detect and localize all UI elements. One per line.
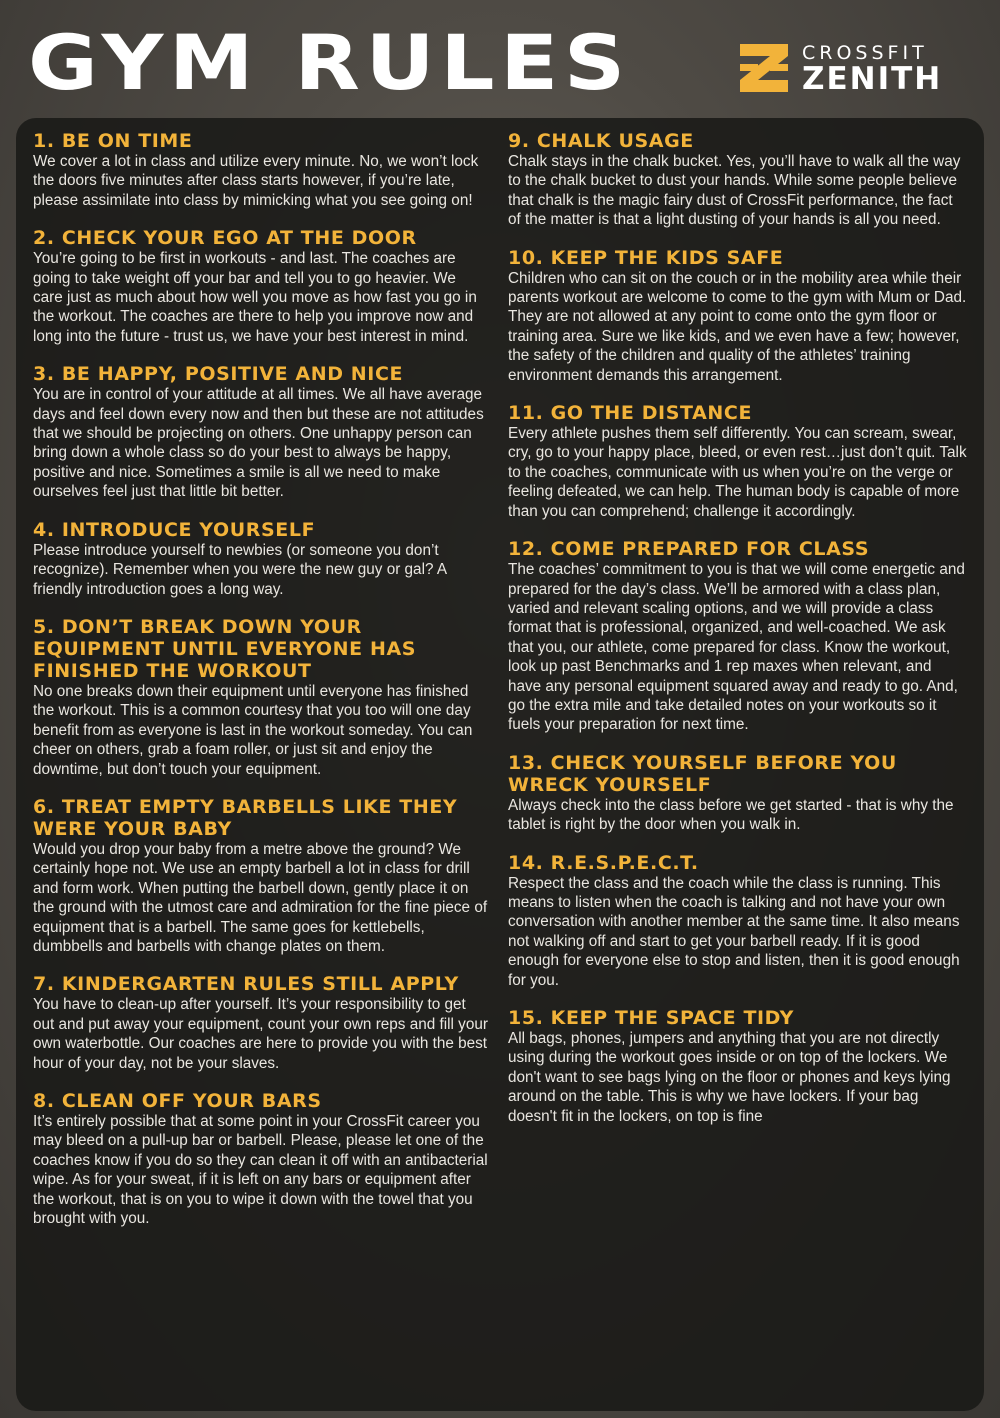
- rule-item: [33, 1090, 489, 1228]
- rule-body: It’s entirely possible that at some point in your CrossFit career you may bleed on a pull-up bar or barbell. Please, please let one of the coaches know if you do so they can clean it off with an antibacterial wipe. As for your sweat, if it is left on any bars or equipment after the workout, that is on you to wipe it down with the towel that you brought with you.: [33, 1113, 488, 1228]
- rule-body: No one breaks down their equipment until everyone has finished the workout. This is a common courtesy that you too will one day benefit from as everyone is last in the workout someday. You can cheer on others, grab a foam roller, or just sit and enjoy the downtime, but don’t touch your equipment.: [33, 682, 473, 778]
- rule-title: 9. CHALK USAGE: [508, 130, 694, 152]
- rule-item: [508, 1007, 968, 1126]
- logo-text-crossfit: CROSSFIT: [802, 42, 928, 64]
- rule-item: [508, 247, 968, 385]
- rule-item: [33, 227, 489, 346]
- rules-column-right: [508, 130, 968, 1143]
- rule-title: 8. CLEAN OFF YOUR BARS: [33, 1090, 322, 1112]
- header: [0, 0, 1000, 118]
- rules-column-left: [33, 130, 489, 1245]
- rule-title: 13. CHECK YOURSELF BEFORE YOU WRECK YOURSELF: [508, 751, 897, 796]
- rule-title: 6. TREAT EMPTY BARBELLS LIKE THEY WERE YOUR BABY: [33, 795, 458, 840]
- rule-item: [33, 519, 489, 599]
- rule-item: [33, 130, 489, 210]
- rule-title: 5. DON’T BREAK DOWN YOUR EQUIPMENT UNTIL EVERYONE HAS FINISHED THE WORKOUT: [33, 615, 417, 682]
- zenith-z-logo-icon: [736, 40, 792, 96]
- rule-body: Chalk stays in the chalk bucket. Yes, you’ll have to walk all the way to the chalk bucket to dust your hands. While some people believe that chalk is the magic fairy dust of CrossFit performance, the fact of the matter is that a light dusting of your hands is all you need.: [508, 153, 961, 229]
- rule-title: 10. KEEP THE KIDS SAFE: [508, 246, 784, 269]
- rule-item: [508, 538, 968, 735]
- rule-item: [33, 616, 489, 779]
- rule-body: All bags, phones, jumpers and anything that you are not directly using during the workout goes inside or on top of the lockers. We don't want to see bags lying on the floor or phones and keys lying around on the table. This is why we have lockers. If your bag doesn't fit in the lockers, on top is fine: [508, 1030, 951, 1125]
- rule-title: 15. KEEP THE SPACE TIDY: [508, 1007, 795, 1029]
- rule-title: 3. BE HAPPY, POSITIVE AND NICE: [33, 363, 404, 386]
- rule-body: Respect the class and the coach while the class is running. This means to listen when the coach is talking and not have your own conversation with another member at the same time. It also means not walking off and start to get your barbell ready. If it is good enough for everyone else to stop and listen, then it is good enough for you.: [508, 874, 960, 989]
- rule-title: 1. BE ON TIME: [33, 130, 193, 152]
- rule-body: Please introduce yourself to newbies (or someone you don’t recognize). Remember when you were the new guy or gal? A friendly introduction goes a long way.: [33, 541, 447, 598]
- crossfit-zenith-logo: [736, 40, 968, 96]
- rule-item: [33, 796, 489, 956]
- rule-item: [508, 752, 968, 835]
- rule-body: Always check into the class before we get started - that is why the tablet is right by the door when you walk in.: [508, 796, 954, 834]
- rule-title: 12. COME PREPARED FOR CLASS: [508, 538, 870, 561]
- rule-item: [508, 852, 968, 990]
- rule-body: Would you drop your baby from a metre above the ground? We certainly hope not. We use an empty barbell a lot in class for drill and form work. When putting the barbell down, gently place it on the ground with the utmost care and admiration for the fine piece of equipment that is a barbell. The same goes for kettlebells, dumbbells and barbells with change plates on them.: [33, 840, 488, 955]
- rule-body: Children who can sit on the couch or in the mobility area while their parents workout are welcome to come to the gym with Mum or Dad. They are not allowed at any point to come onto the gym floor or training area. Sure we like kids, and we even have a few; however, the safety of the children and quality of the athletes’ training environment demands this arrangement.: [508, 269, 967, 384]
- logo-text-zenith: ZENITH: [802, 61, 943, 97]
- rule-body: We cover a lot in class and utilize every minute. No, we won’t lock the doors five minutes after class starts however, if you’re late, please assimilate into class by mimicking what you see going on!: [33, 153, 479, 209]
- rule-body: You are in control of your attitude at all times. We all have average days and feel down every now and then but these are not attitudes that we should be projecting on others. One unhappy person can bring down a whole class so do your best to always be happy, positive and nice. Sometimes a smile is all we need to make ourselves feel just that little bit better.: [33, 386, 484, 501]
- rule-body: You have to clean-up after yourself. It’s your responsibility to get out and put away your equipment, count your own reps and fill your own waterbottle. Our coaches are here to provide you with the best hour of your day, not be your slaves.: [33, 996, 488, 1072]
- rule-title: 11. GO THE DISTANCE: [508, 402, 753, 425]
- rule-item: [33, 973, 489, 1073]
- rule-title: 14. R.E.S.P.E.C.T.: [508, 851, 699, 874]
- page-title: GYM RULES: [28, 18, 631, 107]
- rule-item: [33, 363, 489, 501]
- rule-title: 7. KINDERGARTEN RULES STILL APPLY: [33, 973, 459, 996]
- rule-title: 4. INTRODUCE YOURSELF: [33, 518, 316, 541]
- rule-item: [508, 402, 968, 521]
- rule-title: 2. CHECK YOUR EGO AT THE DOOR: [33, 227, 417, 250]
- rule-body: Every athlete pushes them self differently. You can scream, swear, cry, go to your happy place, bleed, or even rest…just don’t quit. Talk to the coaches, communicate with us when you’re on the verge or feeling defeated, we can help. The human body is capable of more than you can comprehend; challenge it accordingly.: [508, 425, 967, 520]
- rule-body: The coaches’ commitment to you is that we will come energetic and prepared for the day’s class. We’ll be armored with a class plan, varied and relevant scaling options, and we will provide a class format that is professional, organized, and well-coached. We ask that you, our athlete, come prepared for class. Know the workout, look up past Benchmarks and 1 rep maxes when relevant, and have any personal equipment squared away and ready to go. And, go the extra mile and take detailed notes on your workouts so it fuels your preparation for next time.: [508, 561, 965, 734]
- rule-item: [508, 130, 968, 230]
- rule-body: You’re going to be first in workouts - and last. The coaches are going to take weight off your bar and tell you to go heavier. We care just as much about how well you move as how fast you go in the workout. The coaches are there to help you improve now and long into the future - trust us, we have your best interest in mind.: [33, 250, 477, 345]
